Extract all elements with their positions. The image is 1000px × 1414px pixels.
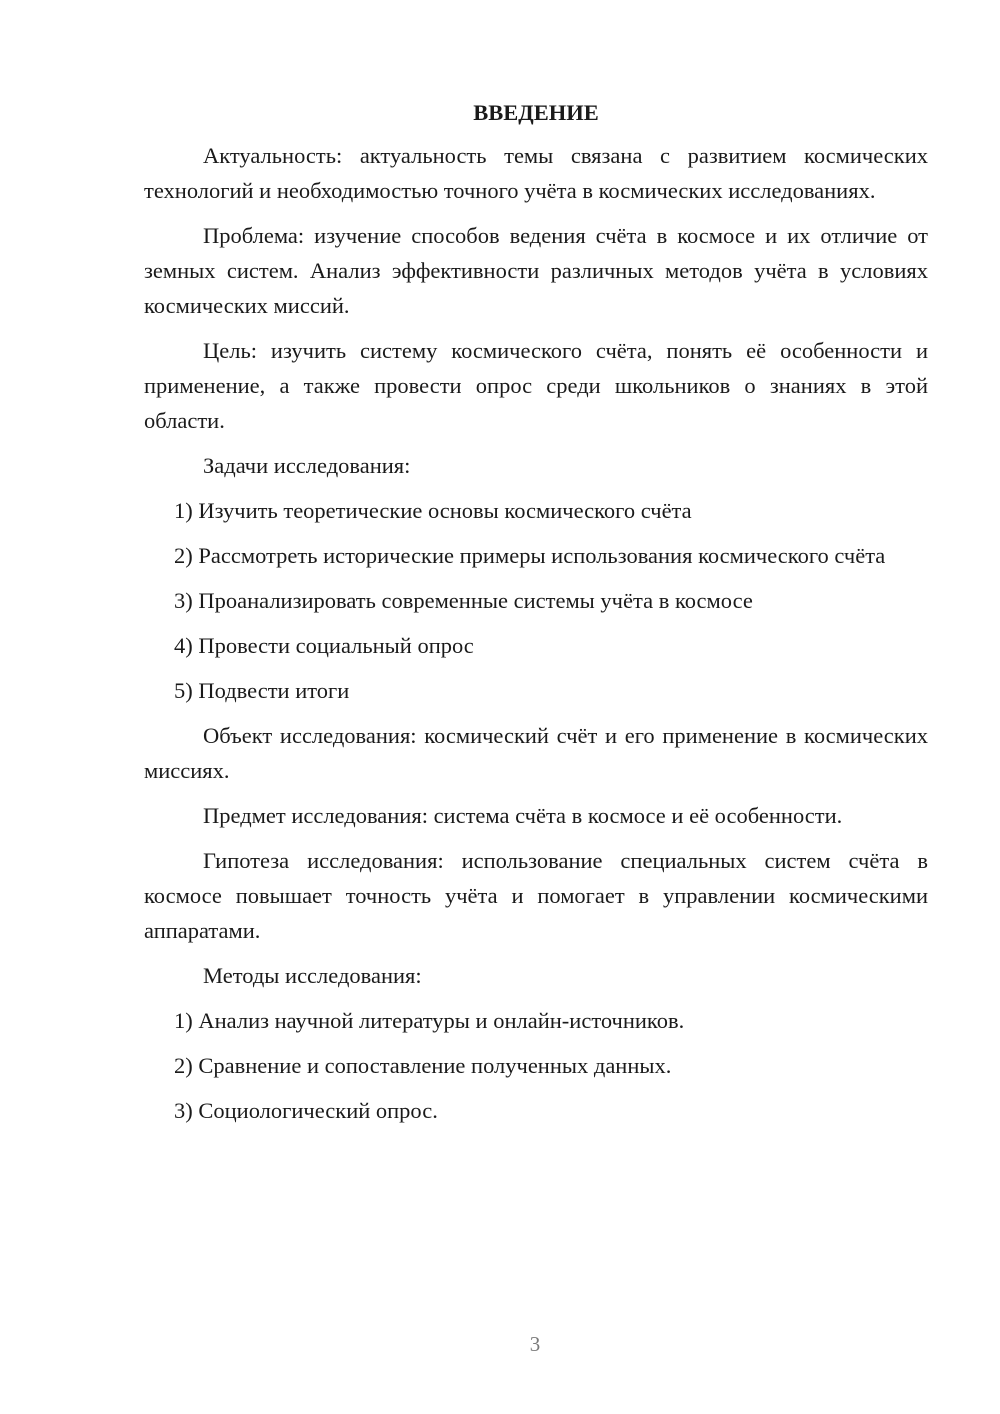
list-item: 1) Изучить теоретические основы космического счёта (174, 498, 692, 523)
list-item: 2) Сравнение и сопоставление полученных данных. (174, 1053, 672, 1078)
problem-paragraph: Проблема: изучение способов ведения счёта в космосе и их отличие от земных систем. Анализ эффективности различных методов учёта в условиях космических миссий. (144, 223, 928, 318)
page-number: 3 (529, 1332, 541, 1356)
list-item: 3) Проанализировать современные системы учёта в космосе (174, 588, 753, 613)
subject-paragraph: Предмет исследования: система счёта в космосе и её особенности. (203, 803, 843, 828)
list-item: 1) Анализ научной литературы и онлайн-источников. (174, 1008, 685, 1033)
list-item: 2) Рассмотреть исторические примеры использования космического счёта (174, 543, 886, 568)
hypothesis-paragraph: Гипотеза исследования: использование специальных систем счёта в космосе повышает точность учёта и помогает в управлении космическими аппаратами. (144, 848, 928, 943)
relevance-paragraph: Актуальность: актуальность темы связана с развитием космических технологий и необходимостью точного учёта в космических исследованиях. (144, 143, 928, 203)
tasks-list (144, 493, 928, 708)
methods-heading: Методы исследования: (203, 963, 422, 988)
list-item: 5) Подвести итоги (174, 678, 350, 703)
methods-list (144, 1003, 928, 1128)
tasks-heading: Задачи исследования: (203, 453, 411, 478)
goal-paragraph: Цель: изучить систему космического счёта, понять её особенности и применение, а также провести опрос среди школьников о знаниях в этой области. (144, 338, 928, 433)
page-content (144, 95, 928, 1138)
list-item: 4) Провести социальный опрос (174, 633, 474, 658)
page-title: ВВЕДЕНИЕ (473, 100, 599, 125)
object-paragraph: Объект исследования: космический счёт и его применение в космических миссиях. (144, 723, 928, 783)
list-item: 3) Социологический опрос. (174, 1098, 438, 1123)
